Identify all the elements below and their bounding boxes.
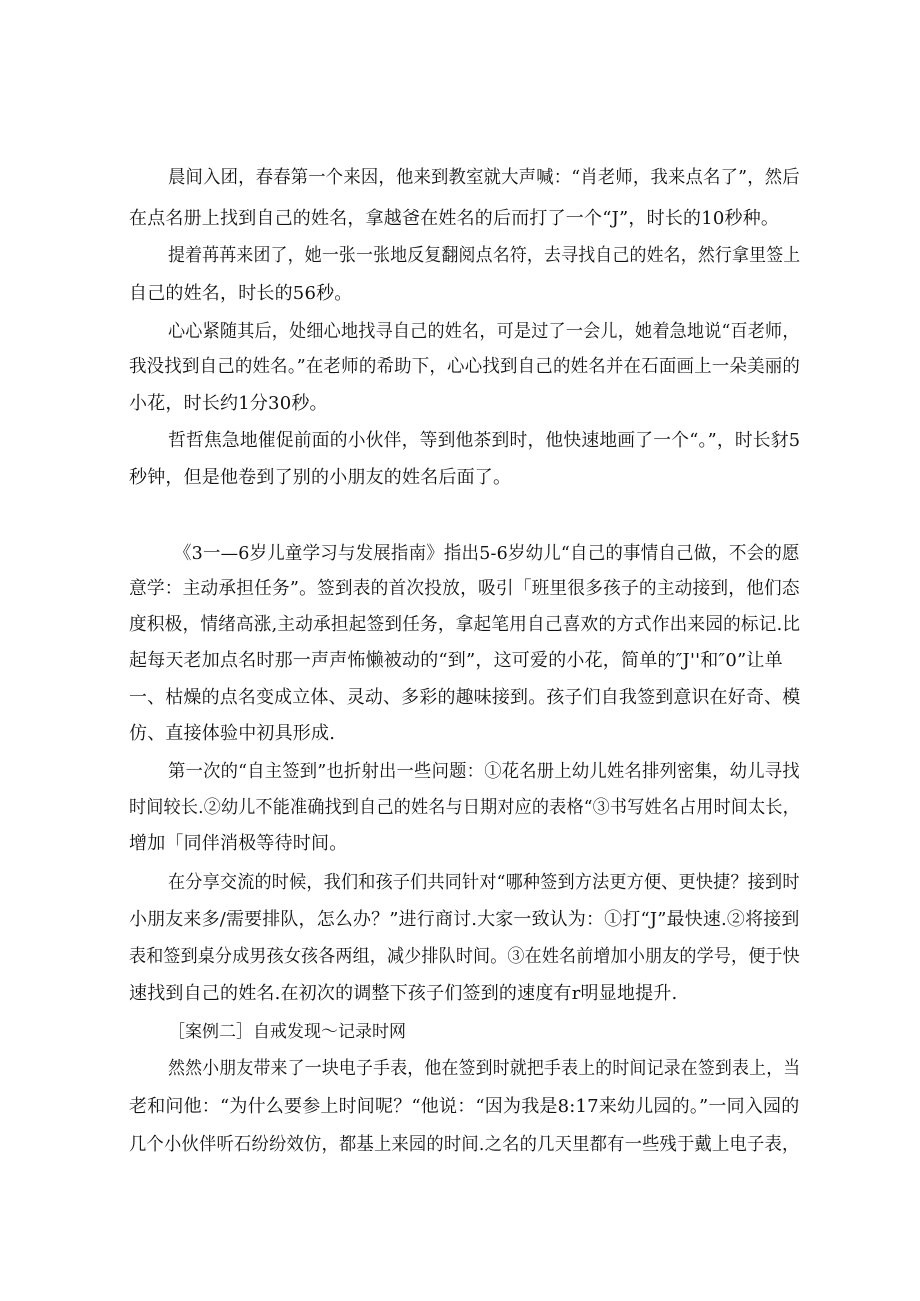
text-line: 仿、直接体验中初具形成. [129, 723, 336, 744]
text-line: 在点名册上找到自己的姓名，拿越爸在姓名的后而打了一个“J”，时长的10秒种。 [129, 208, 780, 229]
text-line: 哲哲焦急地催促前面的小伙伴，等到他茶到时，他快速地画了一个“。”，时长豺5 [168, 430, 801, 451]
text-line: 在分享交流的时候，我们和孩子们共同针对“哪种签到方法更方便、更快捷？接到时 [168, 872, 800, 893]
text-line: 一、枯燥的点名变成立体、灵动、多彩的趣味接到。孩子们自我签到意识在好奇、模 [129, 687, 801, 708]
text-line: 速找到自己的姓名.在初次的调整下孩子们签到的速度有r明显地提升. [129, 983, 678, 1004]
case-heading: ［案例二］自戒发现〜记录时网 [168, 1022, 406, 1042]
text-line: 心心紧随其后，处细心地找寻自己的姓名，可是过了一会儿，她着急地说“百老师， [168, 321, 800, 342]
text-line: 小朋友来多/需要排队，怎么办？”进行商讨.大家一致认为：①打“J”最快速.②将接到 [129, 909, 800, 930]
text-line: 度积极，情绪高涨,主动承担起签到任务，拿起笔用自己喜欢的方式作出来园的标记.比 [129, 614, 801, 635]
text-line: 老和问他：“为什么要参上时间呢？“他说：“因为我是8:17来幼儿园的。”一同入园的 [129, 1096, 800, 1117]
text-line: 然然小朋友带来了一块电子手表，他在签到时就把手表上的时间记录在签到表上，当 [168, 1058, 801, 1079]
text-line: 起每天老加点名时那一声声怖懒被动的“到”，这可爱的小花，简单的″J''和″0”让单 [129, 650, 783, 671]
text-line: 晨间入团，春春第一个来因，他来到教室就大声喊：“肖老师，我来点名了”，然后 [168, 167, 800, 188]
text-line: 第一次的“自主签到”也折射出一些问题：①花名册上幼儿姓名排列密集，幼儿寻找 [168, 761, 800, 782]
text-line: 小花，时长约1分30秒。 [129, 393, 328, 414]
text-line: 自己的姓名，时长的56秒。 [129, 283, 353, 304]
text-line: 《3一—6岁儿童学习与发展指南》指出5-6岁幼儿“自己的事情自己做，不会的愿 [174, 543, 800, 564]
text-line: 秒钟，但是他卷到了别的小朋友的姓名后面了。 [129, 467, 512, 488]
text-line: 增加「同伴消极等待时间。 [129, 833, 348, 854]
text-line: 几个小伙伴听石纷纷效仿，都基上来园的时间.之名的几天里都有一些残于戴上电子表， [129, 1134, 800, 1155]
text-line: 意学：主动承担任务”。签到表的首次投放，吸引「班里很多孩子的主动接到，他们态 [129, 578, 800, 599]
text-line: 时间较长.②幼儿不能准确找到自己的姓名与日期对应的表格“③书写姓名占用时间太长， [129, 797, 800, 818]
text-line: 表和签到桌分成男孩女孩各两组，减少排队时间。③在姓名前增加小朋友的学号，便于快 [129, 946, 800, 967]
text-line: 提着苒苒来团了，她一张一张地反复翻阅点名符，去寻找自己的姓名，然行拿里签上 [168, 245, 801, 266]
text-line: 我没找到自己的姓名。”在老师的希助下，心心找到自己的姓名并在石面画上一朵美丽的 [129, 356, 801, 377]
